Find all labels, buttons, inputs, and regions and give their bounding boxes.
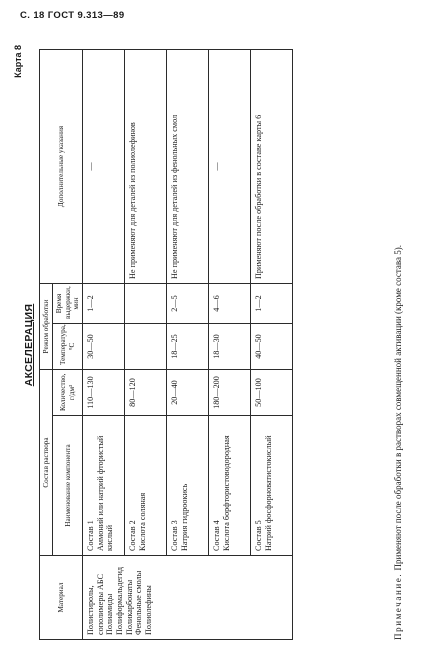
header-material: Материал [40,556,83,640]
material-item: Полиамиды [105,593,115,635]
quantity-cell: 20—40 [167,370,209,416]
note-cell: Не применяют для деталей из фенольных смол [167,49,209,283]
footnote-label: Примечание. [393,572,403,640]
card-label: Карта 8 [13,45,23,78]
component-name: Натрия гидроокись [179,483,189,551]
component-name: Аммоний или натрий фтористый кислый [95,435,115,551]
temperature-cell: 18—25 [167,324,209,370]
component-cell [125,416,167,556]
material-item: Поликарбонаты [124,579,134,635]
acceleration-table [39,49,293,640]
note-cell: — [83,49,125,283]
quantity-cell: 80—120 [125,370,167,416]
header-time: Время выдержки, мин [53,283,83,323]
table-row [83,49,125,639]
component-cell [251,416,293,556]
table-row [251,49,293,639]
header-quantity: Количество, г/дм³ [53,370,83,416]
composition-label: Состав 4 [212,520,222,551]
component-name: Кислота соляная [137,492,147,551]
time-cell: 1—2 [83,283,125,323]
composition-label: Состав 5 [254,520,264,551]
composition-label: Состав 3 [170,520,180,551]
material-item: Фенольные смолы [134,570,144,635]
temperature-cell: 40—50 [251,324,293,370]
note-cell: — [209,49,251,283]
table-title: АКСЕЛЕРАЦИЯ [23,303,35,387]
material-item: Полистиролы, сополимеры АБС [86,573,105,635]
temperature-cell: 18—30 [209,324,251,370]
header-notes: Дополнительные указания [40,49,83,283]
table-row [125,49,167,639]
page-header: С. 18 ГОСТ 9.313—89 [20,10,125,21]
rotated-page-content [5,45,415,645]
quantity-cell: 110—130 [83,370,125,416]
material-item: Полиолефины [144,585,154,635]
time-cell: 4—6 [209,283,251,323]
materials-cell [83,556,293,640]
time-cell [125,283,167,323]
quantity-cell: 180—200 [209,370,251,416]
header-solution-group: Состав раствора [40,370,53,556]
header-row-1 [40,49,53,639]
temperature-cell [125,324,167,370]
footnote [393,50,403,640]
header-temperature: Температура, °С [53,324,83,370]
component-name: Натрий фосфорноватистокислый [263,435,273,551]
component-name: Кислота борфтористоводородная [221,435,231,551]
temperature-cell: 30—50 [83,324,125,370]
component-cell [209,416,251,556]
table-row [209,49,251,639]
note-cell: Применяют после обработки в составе карты 6 [251,49,293,283]
component-cell [83,416,125,556]
header-mode-group: Режим обработки [40,283,53,369]
time-cell: 1—2 [251,283,293,323]
time-cell: 2—5 [167,283,209,323]
header-component-name: Наименование компонента [53,416,83,556]
composition-label: Состав 1 [86,520,96,551]
table-row [167,49,209,639]
composition-label: Состав 2 [128,520,138,551]
quantity-cell: 50—100 [251,370,293,416]
note-cell: Не применяют для деталей из полиолефинов [125,49,167,283]
footnote-text: Применяют после обработки в растворах совмещенной активации (кроме состава 5). [393,244,403,571]
component-cell [167,416,209,556]
material-item: Полиформальдегид [115,566,125,635]
